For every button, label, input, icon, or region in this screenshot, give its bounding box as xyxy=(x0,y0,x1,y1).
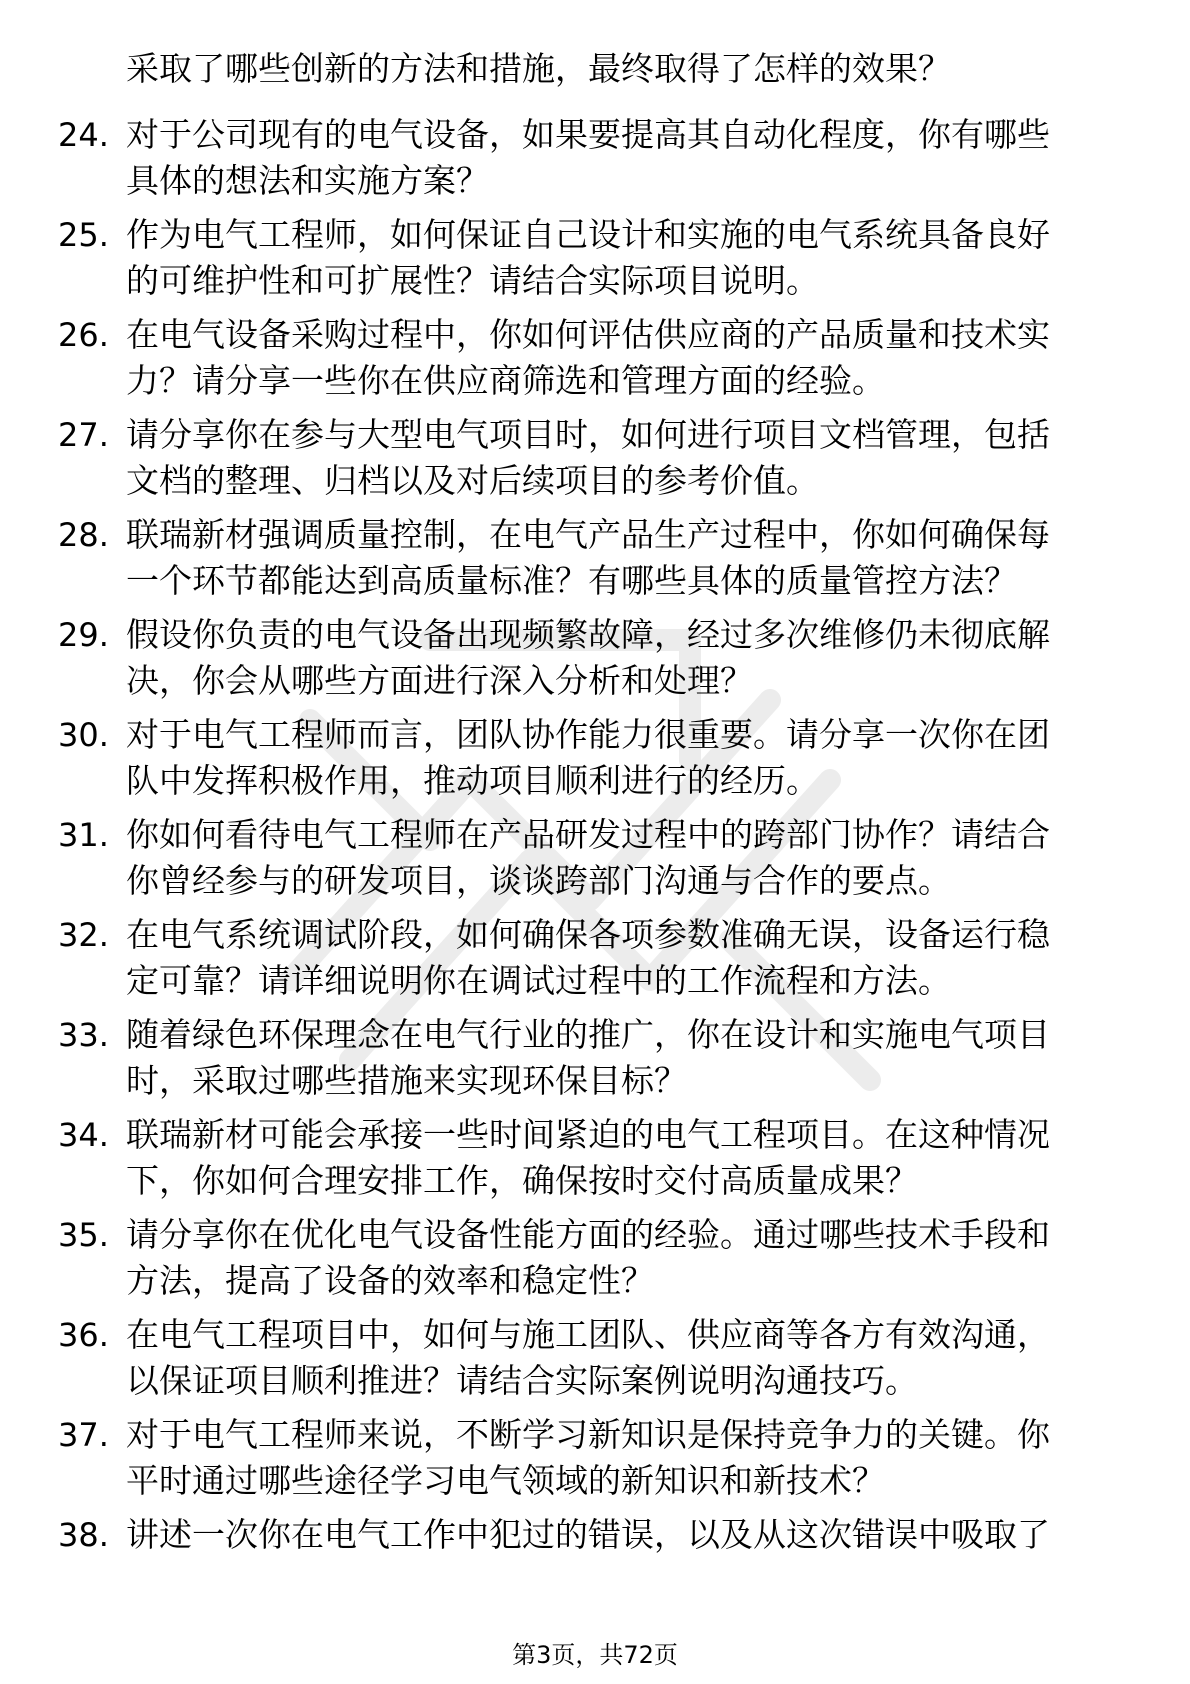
question-text-line: 联瑞新材强调质量控制，在电气产品生产过程中，你如何确保每 xyxy=(126,515,1050,554)
question-text-line: 你如何看待电气工程师在产品研发过程中的跨部门协作？请结合 xyxy=(126,815,1050,854)
question-item xyxy=(0,1212,1190,1312)
question-item xyxy=(0,1412,1190,1512)
question-text-line: 对于电气工程师而言，团队协作能力很重要。请分享一次你在团 xyxy=(126,715,1050,754)
question-text-line: 队中发挥积极作用，推动项目顺利进行的经历。 xyxy=(126,761,819,800)
question-number: 32. xyxy=(58,916,109,954)
question-text-line: 平时通过哪些途径学习电气领域的新知识和新技术？ xyxy=(126,1461,885,1500)
page-footer: 第3页，共72页 xyxy=(512,1641,678,1669)
question-number: 34. xyxy=(58,1116,109,1154)
question-item xyxy=(0,412,1190,512)
question-text-line: 文档的整理、归档以及对后续项目的参考价值。 xyxy=(126,461,819,500)
question-text-line: 作为电气工程师，如何保证自己设计和实施的电气系统具备良好 xyxy=(126,215,1050,254)
question-text-line: 随着绿色环保理念在电气行业的推广，你在设计和实施电气项目 xyxy=(126,1015,1050,1054)
question-text-line: 具体的想法和实施方案？ xyxy=(126,161,489,200)
question-text-line: 请分享你在参与大型电气项目时，如何进行项目文档管理，包括 xyxy=(126,415,1050,454)
question-number: 27. xyxy=(58,416,109,454)
question-text-line: 在电气工程项目中，如何与施工团队、供应商等各方有效沟通， xyxy=(126,1315,1050,1354)
question-item xyxy=(0,912,1190,1012)
question-item xyxy=(0,612,1190,712)
question-item xyxy=(0,512,1190,612)
question-text-line: 对于电气工程师来说，不断学习新知识是保持竞争力的关键。你 xyxy=(126,1415,1050,1454)
question-number: 33. xyxy=(58,1016,109,1054)
question-text-line: 在电气设备采购过程中，你如何评估供应商的产品质量和技术实 xyxy=(126,315,1050,354)
question-number: 24. xyxy=(58,116,109,154)
question-text-line: 以保证项目顺利推进？请结合实际案例说明沟通技巧。 xyxy=(126,1361,918,1400)
question-text-line: 你曾经参与的研发项目，谈谈跨部门沟通与合作的要点。 xyxy=(126,861,951,900)
question-number: 28. xyxy=(58,516,109,554)
question-item xyxy=(0,1012,1190,1112)
question-text-line: 的可维护性和可扩展性？请结合实际项目说明。 xyxy=(126,261,819,300)
question-number: 29. xyxy=(58,616,109,654)
question-text-line: 方法，提高了设备的效率和稳定性？ xyxy=(126,1261,654,1300)
question-item xyxy=(0,112,1190,212)
question-text-line: 定可靠？请详细说明你在调试过程中的工作流程和方法。 xyxy=(126,961,951,1000)
question-text-line: 联瑞新材可能会承接一些时间紧迫的电气工程项目。在这种情况 xyxy=(126,1115,1050,1154)
question-text-line: 力？请分享一些你在供应商筛选和管理方面的经验。 xyxy=(126,361,885,400)
question-item xyxy=(0,1312,1190,1412)
question-text-line: 时，采取过哪些措施来实现环保目标？ xyxy=(126,1061,687,1100)
question-text-line: 一个环节都能达到高质量标准？有哪些具体的质量管控方法？ xyxy=(126,561,1017,600)
question-number: 25. xyxy=(58,216,109,254)
question-item xyxy=(0,212,1190,312)
question-number: 37. xyxy=(58,1416,109,1454)
question-text-line: 下，你如何合理安排工作，确保按时交付高质量成果？ xyxy=(126,1161,918,1200)
question-text-line: 请分享你在优化电气设备性能方面的经验。通过哪些技术手段和 xyxy=(126,1215,1050,1254)
question-item xyxy=(0,712,1190,812)
question-number: 31. xyxy=(58,816,109,854)
question-list xyxy=(0,112,1190,1612)
question-number: 30. xyxy=(58,716,109,754)
question-number: 38. xyxy=(58,1516,109,1554)
question-number: 36. xyxy=(58,1316,109,1354)
question-item xyxy=(0,312,1190,412)
question-item xyxy=(0,1512,1190,1612)
question-text-line: 对于公司现有的电气设备，如果要提高其自动化程度，你有哪些 xyxy=(126,115,1050,154)
question-text-line: 讲述一次你在电气工作中犯过的错误，以及从这次错误中吸取了 xyxy=(126,1515,1050,1554)
question-number: 26. xyxy=(58,316,109,354)
question-number: 35. xyxy=(58,1216,109,1254)
question-item xyxy=(0,1112,1190,1212)
continuation-line: 采取了哪些创新的方法和措施，最终取得了怎样的效果？ xyxy=(126,49,951,88)
question-text-line: 在电气系统调试阶段，如何确保各项参数准确无误，设备运行稳 xyxy=(126,915,1050,954)
question-text-line: 假设你负责的电气设备出现频繁故障，经过多次维修仍未彻底解 xyxy=(126,615,1050,654)
question-text-line: 决，你会从哪些方面进行深入分析和处理？ xyxy=(126,661,753,700)
question-item xyxy=(0,812,1190,912)
